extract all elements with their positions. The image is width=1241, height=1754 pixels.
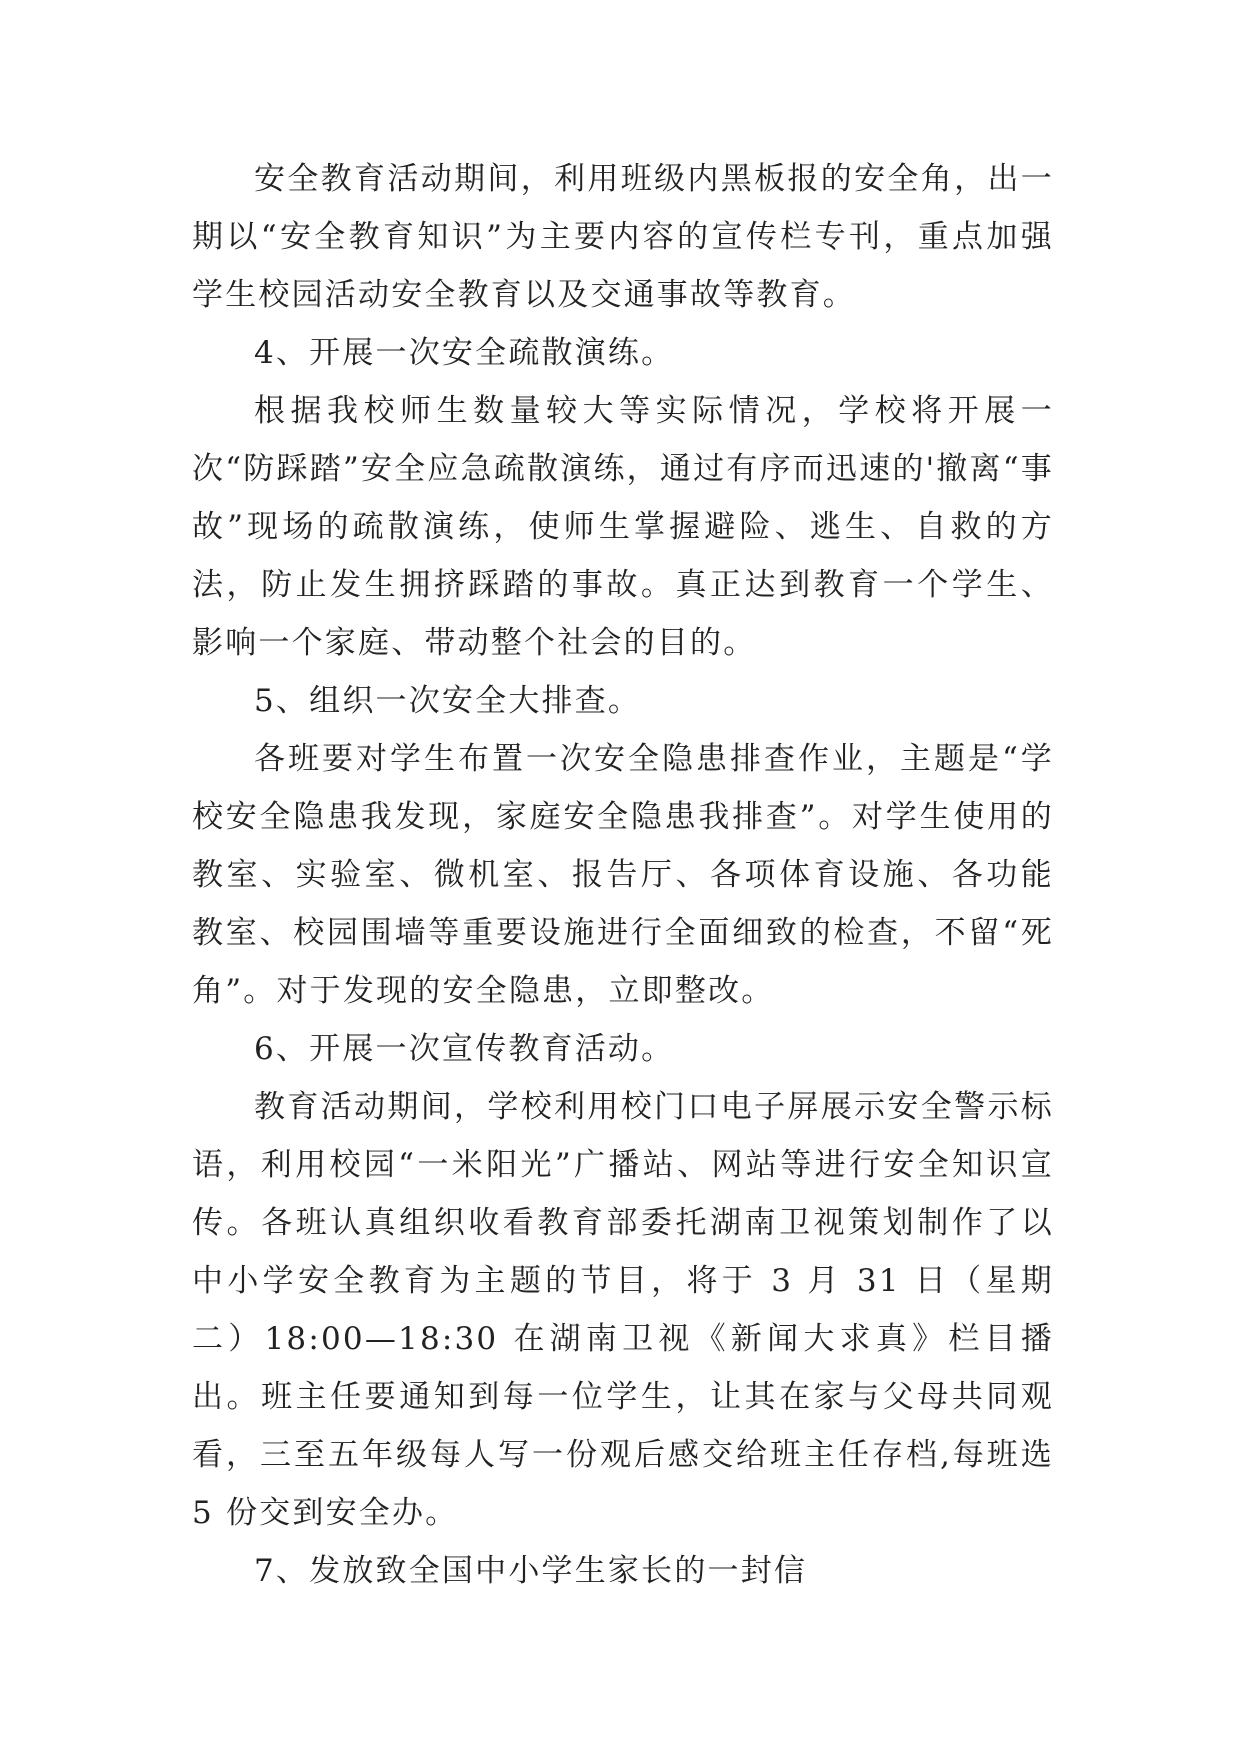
document-body xyxy=(192,150,1054,1600)
heading-evacuation-drill: 4、开展一次安全疏散演练。 xyxy=(254,335,675,371)
heading-publicity-activity: 6、开展一次宣传教育活动。 xyxy=(254,1031,675,1067)
paragraph-blackboard: 安全教育活动期间，利用班级内黑板报的安全角，出一期以“安全教育知识”为主要内容的宣传栏专刊，重点加强学生校园活动安全教育以及交通事故等教育。 xyxy=(192,161,1054,313)
paragraph-evacuation-drill: 根据我校师生数量较大等实际情况，学校将开展一次“防踩踏”安全应急疏散演练，通过有序而迅速的'撤离“事故”现场的疏散演练，使师生掌握避险、逃生、自救的方法，防止发生拥挤踩踏的事故。真正达到教育一个学生、影响一个家庭、带动整个社会的目的。 xyxy=(192,393,1054,661)
paragraph-safety-inspection: 各班要对学生布置一次安全隐患排查作业，主题是“学校安全隐患我发现，家庭安全隐患我排查”。对学生使用的教室、实验室、微机室、报告厅、各项体育设施、各功能教室、校园围墙等重要设施进行全面细致的检查，不留“死角”。对于发现的安全隐患，立即整改。 xyxy=(192,741,1054,1009)
heading-parent-letter: 7、发放致全国中小学生家长的一封信 xyxy=(254,1553,808,1589)
heading-safety-inspection: 5、组织一次安全大排查。 xyxy=(254,683,642,719)
paragraph-publicity-activity: 教育活动期间，学校利用校门口电子屏展示安全警示标语，利用校园“一米阳光”广播站、网站等进行安全知识宣传。各班认真组织收看教育部委托湖南卫视策划制作了以中小学安全教育为主题的节目，将于 3 月 31 日（星期二）18:00—18:30 在湖南卫视《新闻大求真》栏目播出。班主任要通知到每一位学生，让其在家与父母共同观看，三至五年级每人写一份观后感交给班主任存档,每班选 5 份交到安全办。 xyxy=(192,1089,1054,1531)
